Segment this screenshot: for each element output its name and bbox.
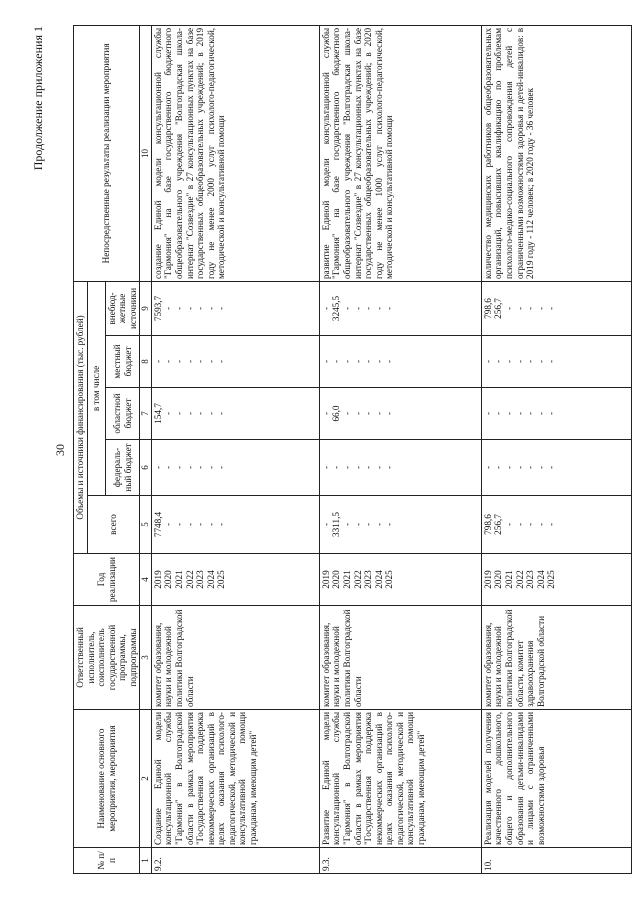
local-values-item: -	[546, 359, 557, 364]
extrabudget-values	[481, 281, 631, 335]
year-list-item: 2025	[546, 570, 557, 589]
federal-values-item: -	[384, 465, 395, 470]
extrabudget-values-item: -	[363, 306, 374, 310]
extrabudget-values-item: 256,7	[493, 298, 504, 319]
regional-values-item: -	[384, 411, 395, 416]
year-list-item: 2025	[216, 570, 227, 589]
header-year: Год реализации	[74, 554, 140, 606]
header-num: № п/п	[74, 848, 140, 874]
regional-values-item: -	[216, 411, 227, 416]
program-table	[73, 25, 632, 874]
total-values-item: 256,7	[493, 514, 504, 535]
federal-values-item: -	[163, 465, 174, 470]
year-list-item: 2021	[173, 570, 184, 589]
federal-values-item: -	[363, 465, 374, 470]
local-values-item: -	[163, 359, 174, 364]
extrabudget-values-item: -	[320, 306, 331, 310]
federal-values-item: -	[173, 465, 184, 470]
total-values-item: -	[384, 522, 395, 527]
regional-values-item: -	[184, 411, 195, 416]
regional-values-item: -	[163, 411, 174, 416]
local-values-item: -	[173, 359, 184, 364]
regional-values-item: 66,0	[331, 405, 342, 422]
header-result: Непосредственные результаты реализации мероприятия	[74, 25, 140, 281]
year-list-item: 2021	[341, 570, 352, 589]
federal-values-item: -	[205, 465, 216, 470]
rotated-content	[25, 20, 615, 880]
header-funding: Объемы и источники финансирования (тыс. рублей)	[74, 281, 88, 553]
column-number: 6	[140, 440, 151, 496]
regional-values-item: -	[546, 411, 557, 416]
table-row	[151, 25, 319, 873]
column-number: 1	[140, 848, 151, 874]
total-values-item: -	[352, 522, 363, 527]
extrabudget-values-item: -	[163, 306, 174, 310]
federal-values-item: -	[152, 465, 163, 470]
responsible-executor: комитет образования, науки и молодежной политики Волгоградской области	[151, 606, 319, 710]
federal-values-item: -	[331, 465, 342, 470]
header-total: всего	[87, 496, 140, 554]
year-list-item: 2022	[184, 570, 195, 589]
regional-values-item: -	[482, 411, 493, 416]
extrabudget-values-item: -	[195, 306, 206, 310]
regional-values-item: -	[195, 411, 206, 416]
table-body	[151, 25, 631, 873]
local-values-item: -	[482, 359, 493, 364]
regional-values	[151, 388, 319, 440]
local-values-item: -	[152, 359, 163, 364]
local-values-item: -	[525, 359, 536, 364]
local-values-item: -	[341, 359, 352, 364]
year-list-item: 2024	[205, 570, 216, 589]
total-values	[151, 496, 319, 554]
total-values-item: -	[373, 522, 384, 527]
header-name: Наименование основного мероприятия, мероприятия	[74, 710, 140, 848]
extrabudget-values-item: -	[352, 306, 363, 310]
year-list-item: 2021	[503, 570, 514, 589]
federal-values-item: -	[320, 465, 331, 470]
local-values-item: -	[320, 359, 331, 364]
column-number: 8	[140, 336, 151, 388]
total-values-item: -	[503, 522, 514, 527]
header-extrabudget: внебюд-жетные источники	[105, 281, 140, 335]
regional-values	[319, 388, 481, 440]
extrabudget-values-item: -	[373, 306, 384, 310]
extrabudget-values-item: -	[205, 306, 216, 310]
year-list-item: 2022	[352, 570, 363, 589]
year-list-item: 2019	[320, 570, 331, 589]
federal-values-item: -	[482, 465, 493, 470]
column-number: 7	[140, 388, 151, 440]
table-row	[319, 25, 481, 873]
year-list	[151, 554, 319, 606]
regional-values-item: -	[373, 411, 384, 416]
year-list-item: 2020	[163, 570, 174, 589]
header-regional: областной бюджет	[105, 388, 140, 440]
local-values-item: -	[514, 359, 525, 364]
total-values-item: -	[535, 522, 546, 527]
regional-values-item: -	[352, 411, 363, 416]
year-list-item: 2020	[493, 570, 504, 589]
local-values-item: -	[195, 359, 206, 364]
total-values-item: 7748,4	[152, 511, 163, 538]
activity-name: Создание Единой модели консультационной службы "Гармония" в Волгоградской области в рамках мероприятия "Государственная поддержка некоммерческих организаций в целях оказания психолого-педагогической, методической и консультативной помощи гражданам, имеющим детей"	[151, 710, 319, 848]
local-values-item: -	[184, 359, 195, 364]
year-list-item: 2019	[152, 570, 163, 589]
total-values-item: -	[341, 522, 352, 527]
regional-values-item: -	[503, 411, 514, 416]
total-values-item: -	[320, 522, 331, 527]
year-list-item: 2023	[525, 570, 536, 589]
regional-values-item: -	[173, 411, 184, 416]
extrabudget-values-item: 7593,7	[152, 295, 163, 322]
local-values-item: -	[503, 359, 514, 364]
total-values-item: -	[163, 522, 174, 527]
year-list	[481, 554, 631, 606]
page-number: 30	[53, 444, 67, 456]
year-list-item: 2023	[363, 570, 374, 589]
total-values-item: -	[195, 522, 206, 527]
federal-values-item: -	[184, 465, 195, 470]
extrabudget-values-item: -	[216, 306, 227, 310]
federal-values-item: -	[216, 465, 227, 470]
column-number: 2	[140, 710, 151, 848]
local-values	[481, 336, 631, 388]
regional-values-item: -	[341, 411, 352, 416]
year-list	[319, 554, 481, 606]
extrabudget-values	[319, 281, 481, 335]
local-values-item: -	[373, 359, 384, 364]
total-values	[319, 496, 481, 554]
year-list-item: 2020	[331, 570, 342, 589]
total-values-item: -	[363, 522, 374, 527]
column-number: 4	[140, 554, 151, 606]
extrabudget-values-item: -	[525, 306, 536, 310]
table-row	[481, 25, 631, 873]
regional-values-item: -	[363, 411, 374, 416]
total-values-item: 3311,5	[331, 512, 342, 537]
header-federal: федераль-ный бюджет	[105, 440, 140, 496]
row-number: 9.3.	[319, 848, 481, 874]
total-values-item: -	[205, 522, 216, 527]
result-description: количество медицинских работников общеобразовательных организаций, повысивших квалификацию по проблемам психолого-медико-социального сопровождения детей с ограниченными возможностями здоровья и детей-инвалидов: в 2019 году - 112 человек; в 2020 году - 36 человек	[481, 25, 631, 281]
appendix-label: Продолжение приложения 1	[31, 26, 45, 171]
extrabudget-values-item: -	[503, 306, 514, 310]
extrabudget-values-item: -	[184, 306, 195, 310]
column-number-row	[140, 25, 151, 873]
extrabudget-values	[151, 281, 319, 335]
extrabudget-values-item: -	[173, 306, 184, 310]
total-values-item: -	[184, 522, 195, 527]
extrabudget-values-item: -	[514, 306, 525, 310]
header-responsible: Ответственный исполнитель, соисполнитель государственной программы, подпрограммы	[74, 606, 140, 710]
extrabudget-values-item: 3245,5	[331, 295, 342, 322]
year-list-item: 2022	[514, 570, 525, 589]
year-list-item: 2025	[384, 570, 395, 589]
local-values-item: -	[363, 359, 374, 364]
header-local: местный бюджет	[105, 336, 140, 388]
total-values-item: -	[514, 522, 525, 527]
header-including: в том числе	[87, 281, 105, 495]
federal-values-item: -	[503, 465, 514, 470]
local-values	[319, 336, 481, 388]
total-values-item: -	[525, 522, 536, 527]
column-number: 9	[140, 281, 151, 335]
year-list-item: 2024	[373, 570, 384, 589]
local-values-item: -	[216, 359, 227, 364]
responsible-executor: комитет образования, науки и молодежной политики Волгоградской области	[319, 606, 481, 710]
federal-values-item: -	[373, 465, 384, 470]
activity-name: Реализация моделей получения качественного дошкольного, общего и дополнительного образования детьми-инвалидами и лицами с ограниченными возможностями здоровья	[481, 710, 631, 848]
extrabudget-values-item: -	[535, 306, 546, 310]
total-values-item: -	[216, 522, 227, 527]
total-values-item: -	[173, 522, 184, 527]
extrabudget-values-item: -	[546, 306, 557, 310]
column-number: 10	[140, 25, 151, 281]
regional-values	[481, 388, 631, 440]
regional-values-item: -	[205, 411, 216, 416]
row-number: 9.2.	[151, 848, 319, 874]
local-values-item: -	[205, 359, 216, 364]
federal-values-item: -	[525, 465, 536, 470]
extrabudget-values-item: 798,6	[482, 298, 493, 319]
federal-values	[151, 440, 319, 496]
total-values	[481, 496, 631, 554]
activity-name: Развитие Единой модели консультационной службы "Гармония" в Волгоградской области в рамках мероприятия "Государственная поддержка некоммерческих организаций в целях оказания психолого-педагогической, методической и консультативной помощи гражданам, имеющим детей"	[319, 710, 481, 848]
federal-values-item: -	[341, 465, 352, 470]
row-number: 10.	[481, 848, 631, 874]
regional-values-item: -	[535, 411, 546, 416]
federal-values	[319, 440, 481, 496]
local-values-item: -	[352, 359, 363, 364]
federal-values-item: -	[535, 465, 546, 470]
regional-values-item: -	[493, 411, 504, 416]
column-number: 3	[140, 606, 151, 710]
federal-values-item: -	[514, 465, 525, 470]
column-number: 5	[140, 496, 151, 554]
extrabudget-values-item: -	[384, 306, 395, 310]
year-list-item: 2024	[535, 570, 546, 589]
local-values-item: -	[331, 359, 342, 364]
extrabudget-values-item: -	[341, 306, 352, 310]
year-list-item: 2023	[195, 570, 206, 589]
total-values-item: -	[546, 522, 557, 527]
local-values-item: -	[384, 359, 395, 364]
responsible-executor: комитет образования, науки и молодежной политики Волгоградской области, комитет здравоохранения Волгоградской области	[481, 606, 631, 710]
total-values-item: 798,6	[482, 514, 493, 535]
federal-values-item: -	[195, 465, 206, 470]
result-description: создание Единой модели консультационной службы "Гармония" на базе государственного бюджетного общеобразовательного учреждения "Волгоградская школа-интернат "Созвездие" в 27 консультационных пунктах на базе государственных общеобразовательных учреждений; в 2019 году не менее 2000 услуг психолого-педагогической, методической и консультативной помощи	[151, 25, 319, 281]
regional-values-item: 154,7	[152, 403, 163, 424]
federal-values-item: -	[493, 465, 504, 470]
federal-values	[481, 440, 631, 496]
year-list-item: 2019	[482, 570, 493, 589]
local-values	[151, 336, 319, 388]
local-values-item: -	[493, 359, 504, 364]
regional-values-item: -	[514, 411, 525, 416]
regional-values-item: -	[525, 411, 536, 416]
federal-values-item: -	[352, 465, 363, 470]
regional-values-item: -	[320, 411, 331, 416]
result-description: развитие Единой модели консультационной службы "Гармония" на базе государственного бюджетного общеобразовательного учреждения "Волгоградская школа-интернат "Созвездие" в 27 консультационных пунктах на базе государственных общеобразовательных учреждений; в 2020 году не менее 1000 услуг психолого-педагогической, методической и консультативной помощи	[319, 25, 481, 281]
federal-values-item: -	[546, 465, 557, 470]
local-values-item: -	[535, 359, 546, 364]
